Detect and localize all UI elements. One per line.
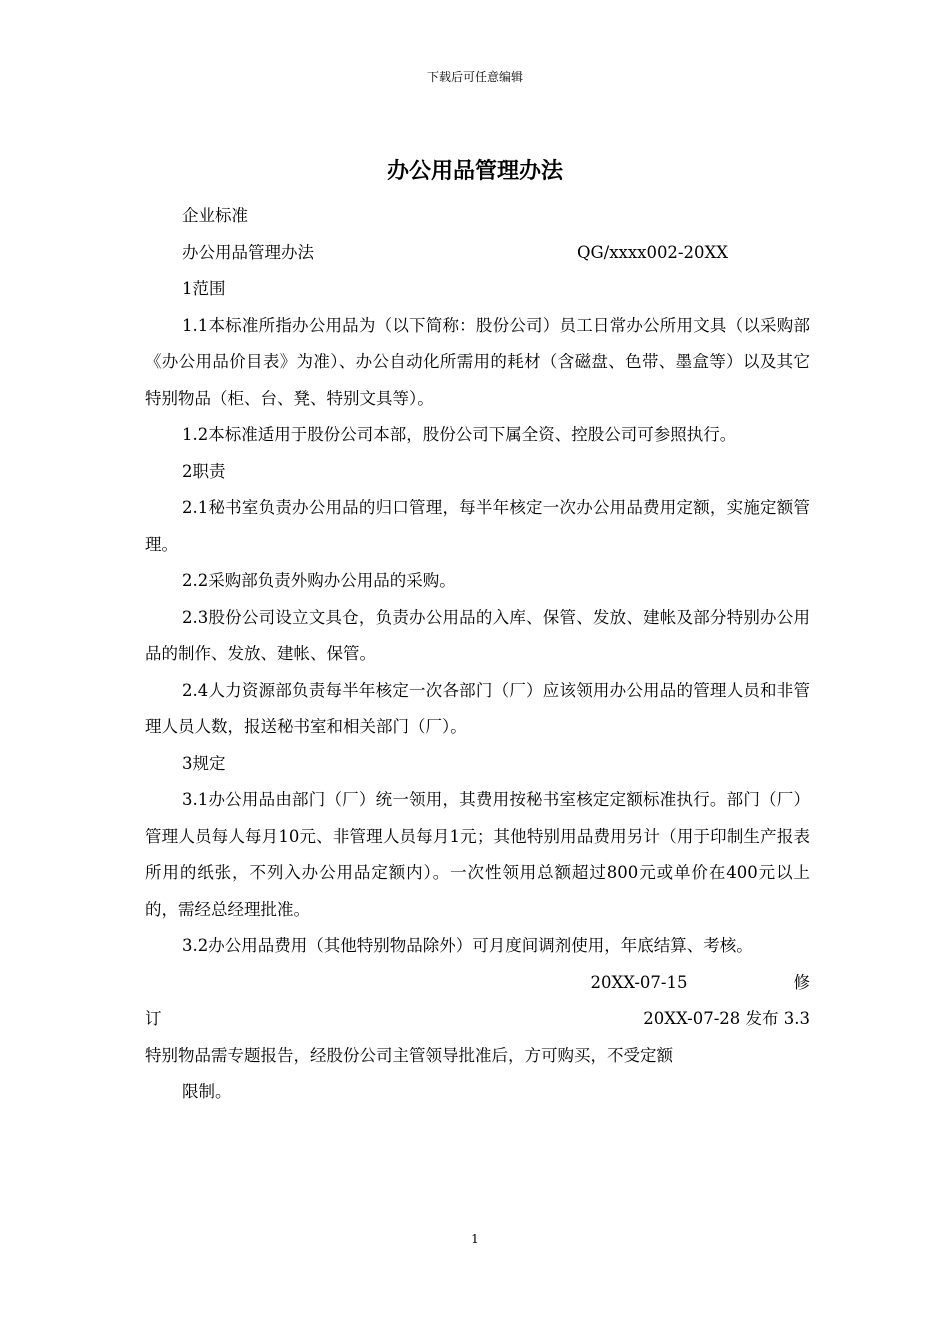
header-note: 下载后可任意编辑: [426, 70, 523, 84]
paragraph-3-1: 3.1办公用品由部门（厂）统一领用，其费用按秘书室核定定额标准执行。部门（厂）管理人员每人每月10元、非管理人员每月1元；其他特别用品费用另计（用于印制生产报表所用的纸张，不列入办公用品定额内）。一次性领用总额超过800元或单价在400元以上的，需经总经理批准。: [145, 790, 810, 919]
paragraph-1-2: 1.2本标准适用于股份公司本部，股份公司下属全资、控股公司可参照执行。: [182, 425, 737, 444]
paragraph-2-4: 2.4人力资源部负责每半年核定一次各部门（厂）应该领用办公用品的管理人员和非管理人员人数，报送秘书室和相关部门（厂）。: [145, 680, 810, 736]
document-body: [145, 198, 810, 1111]
section-heading-3: 3规定: [182, 753, 226, 773]
standard-code: QG/xxxx002-20XX: [576, 242, 728, 262]
revision-label-a: 修: [793, 972, 810, 992]
release-text: 20XX-07-28 发布 3.3: [643, 1009, 810, 1028]
revision-date: 20XX-07-15: [590, 972, 688, 992]
paragraph-2-3: 2.3股份公司设立文具仓，负责办公用品的入库、保管、发放、建帐及部分特别办公用品的制作、发放、建帐、保管。: [145, 607, 810, 663]
paragraph-3-2: 3.2办公用品费用（其他特别物品除外）可月度间调剂使用，年底结算、考核。: [182, 936, 753, 955]
paragraph-2-2: 2.2采购部负责外购办公用品的采购。: [182, 571, 456, 590]
standard-type: 企业标准: [182, 206, 248, 225]
paragraph-3-3-tail: 限制。: [182, 1082, 232, 1101]
standard-name: 办公用品管理办法: [182, 242, 314, 262]
paragraph-3-3: 特别物品需专题报告，经股份公司主管领导批准后，方可购买，不受定额: [145, 1045, 673, 1065]
page-number: 1: [471, 1232, 479, 1246]
document-title: 办公用品管理办法: [386, 158, 563, 184]
paragraph-1-1: 1.1本标准所指办公用品为（以下简称：股份公司）员工日常办公所用文具（以采购部《办公用品价目表》为准）、办公自动化所需用的耗材（含磁盘、色带、墨盒等）以及其它特别物品（柜、台、凳、特别文具等）。: [145, 315, 810, 408]
section-heading-1: 1范围: [182, 279, 226, 298]
revision-row: [145, 965, 810, 1002]
standard-name-row: [145, 235, 810, 272]
paragraph-2-1: 2.1秘书室负责办公用品的归口管理，每半年核定一次办公用品费用定额，实施定额管理。: [145, 498, 810, 554]
revision-label-b: 订: [145, 1009, 162, 1028]
release-row: [145, 1001, 810, 1038]
section-heading-2: 2职责: [182, 461, 226, 481]
